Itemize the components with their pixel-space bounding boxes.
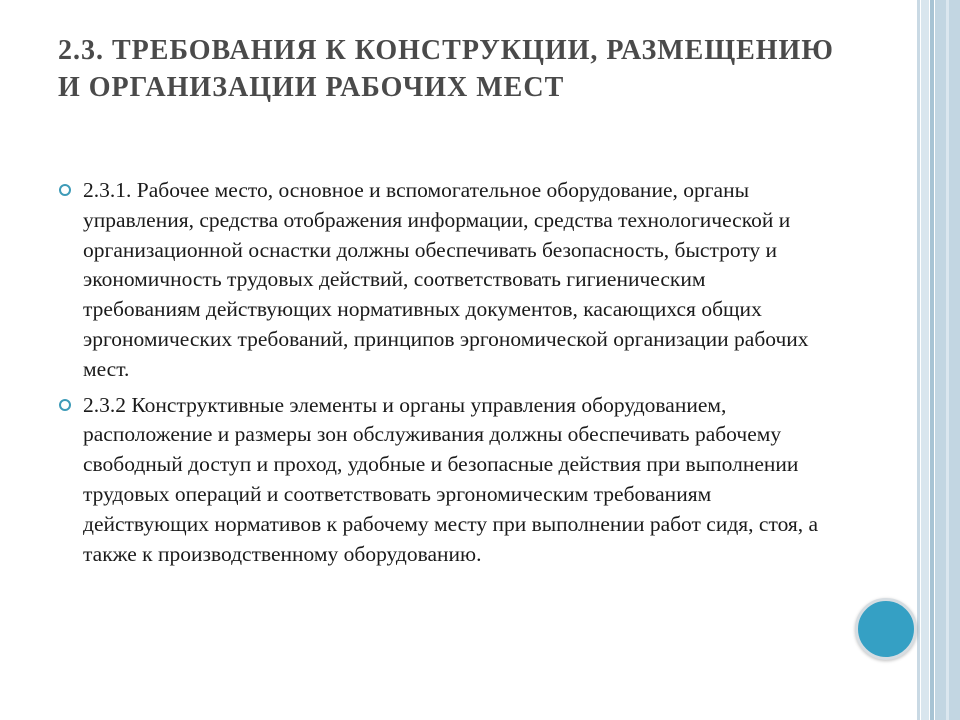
list-item xyxy=(58,391,828,570)
list-item-text: 2.3.2 Конструктивные элементы и органы управления оборудованием, расположение и размеры зон обслуживания должны обеспечивать рабочему свободный доступ и проход, удобные и безопасные действия при выполнении трудовых операций и соответствовать эргономическим требованиям действующих нормативов к рабочему месту при выполнении работ сидя, стоя, а также к производственному оборудованию. xyxy=(83,392,819,566)
body-list xyxy=(58,176,828,575)
decorative-stripe xyxy=(921,0,929,720)
decorative-stripe xyxy=(946,0,949,720)
decorative-stripe xyxy=(917,0,920,720)
blue-circle-icon xyxy=(855,598,917,660)
list-item-text: 2.3.1. Рабочее место, основное и вспомогательное оборудование, органы управления, средства отображения информации, средства технологической и организационной оснастки должны обеспечивать безопасность, быстроту и экономичность трудовых действий, соответствовать гигиеническим требованиям действующих нормативных документов, касающихся общих эргономических требований, принципов эргономической организации рабочих мест. xyxy=(83,178,809,381)
slide-title: 2.3. ТРЕБОВАНИЯ К КОНСТРУКЦИИ, РАЗМЕЩЕНИЮ И ОРГАНИЗАЦИИ РАБОЧИХ МЕСТ xyxy=(58,35,834,103)
list-item xyxy=(58,176,828,385)
decorative-stripe xyxy=(930,0,934,720)
hollow-circle-bullet-icon xyxy=(59,399,71,411)
hollow-circle-bullet-icon xyxy=(59,184,71,196)
